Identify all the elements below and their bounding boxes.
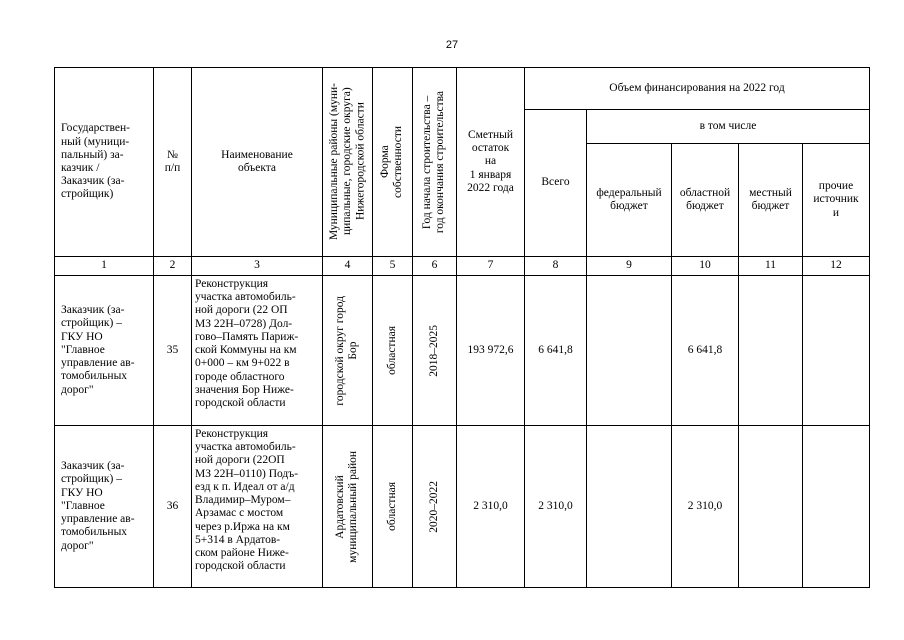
- column-number: 10: [672, 257, 739, 276]
- column-number: 5: [373, 257, 413, 276]
- header-name: Наименование объекта: [192, 68, 323, 257]
- row-years: [413, 426, 457, 588]
- column-number: 3: [192, 257, 323, 276]
- header-ownership: [373, 68, 413, 257]
- header-balance: Сметный остаток на 1 января 2022 года: [457, 68, 525, 257]
- column-number: 7: [457, 257, 525, 276]
- header-district-text: Муниципальные районы (муни- ципальные, городские округа) Нижегородской области: [327, 83, 367, 241]
- row-number: 36: [154, 426, 192, 588]
- row-object-name: Реконструкция участка автомобиль- ной дороги (22ОП МЗ 22Н–0110) Подъ- езд к п. Идеал от а/д Владимир–Муром– Арзамас с мостом через р.Иржа на км 5+314 в Ардатов- ском районе Ниже- городской области: [192, 426, 323, 588]
- row-balance: 193 972,6: [457, 276, 525, 426]
- row-district: [323, 276, 373, 426]
- column-number: 2: [154, 257, 192, 276]
- header-number: № п/п: [154, 68, 192, 257]
- column-number: 11: [739, 257, 803, 276]
- header-years-text: Год начала строительства – год окончания строительства: [421, 90, 447, 234]
- row-ownership-text: областная: [385, 326, 398, 375]
- row-federal: [587, 276, 672, 426]
- row-years-text: 2018–2025: [427, 324, 440, 377]
- row-federal: [587, 426, 672, 588]
- row-object-name: Реконструкция участка автомобиль- ной дороги (22 ОП МЗ 22Н–0728) Дол- гово–Память Париж- ской Коммуны на км 0+000 – км 9+022 в городе областного значения Бор Ниже- городской области: [192, 276, 323, 426]
- header-federal: федеральный бюджет: [587, 144, 672, 257]
- row-other: [803, 276, 870, 426]
- row-local: [739, 276, 803, 426]
- column-number: 4: [323, 257, 373, 276]
- header-other: прочие источник и: [803, 144, 870, 257]
- row-ownership-text: областная: [385, 482, 398, 531]
- row-customer: Заказчик (за- стройщик) – ГКУ НО "Главное управление ав- томобильных дорог": [55, 426, 154, 588]
- row-local: [739, 426, 803, 588]
- row-years: [413, 276, 457, 426]
- header-ownership-text: Форма собственности: [379, 126, 405, 198]
- header-regional: областной бюджет: [672, 144, 739, 257]
- row-ownership: [373, 276, 413, 426]
- column-number: 8: [525, 257, 587, 276]
- header-including: в том числе: [587, 110, 870, 144]
- row-regional: 2 310,0: [672, 426, 739, 588]
- table-row: [55, 276, 870, 426]
- column-number: 12: [803, 257, 870, 276]
- row-district-text: городской округ город Бор: [334, 295, 360, 406]
- column-number: 6: [413, 257, 457, 276]
- header-total: Всего: [525, 110, 587, 257]
- column-number-row: [55, 257, 870, 276]
- row-years-text: 2020–2022: [427, 480, 440, 533]
- column-number: 1: [55, 257, 154, 276]
- header-financing: Объем финансирования на 2022 год: [525, 68, 870, 110]
- row-number: 35: [154, 276, 192, 426]
- header-local: местный бюджет: [739, 144, 803, 257]
- row-ownership: [373, 426, 413, 588]
- page-number: 27: [445, 39, 459, 51]
- row-total: 2 310,0: [525, 426, 587, 588]
- row-district-text: Ардатовский муниципальный район: [334, 450, 360, 563]
- row-district: [323, 426, 373, 588]
- row-other: [803, 426, 870, 588]
- row-customer: Заказчик (за- стройщик) – ГКУ НО "Главное управление ав- томобильных дорог": [55, 276, 154, 426]
- header-years: [413, 68, 457, 257]
- header-district: [323, 68, 373, 257]
- row-regional: 6 641,8: [672, 276, 739, 426]
- column-number: 9: [587, 257, 672, 276]
- row-balance: 2 310,0: [457, 426, 525, 588]
- row-total: 6 641,8: [525, 276, 587, 426]
- header-customer: Государствен- ный (муници- пальный) за- казчик / Заказчик (за- стройщик): [55, 68, 154, 257]
- financing-table: [54, 67, 870, 588]
- table-row: [55, 426, 870, 588]
